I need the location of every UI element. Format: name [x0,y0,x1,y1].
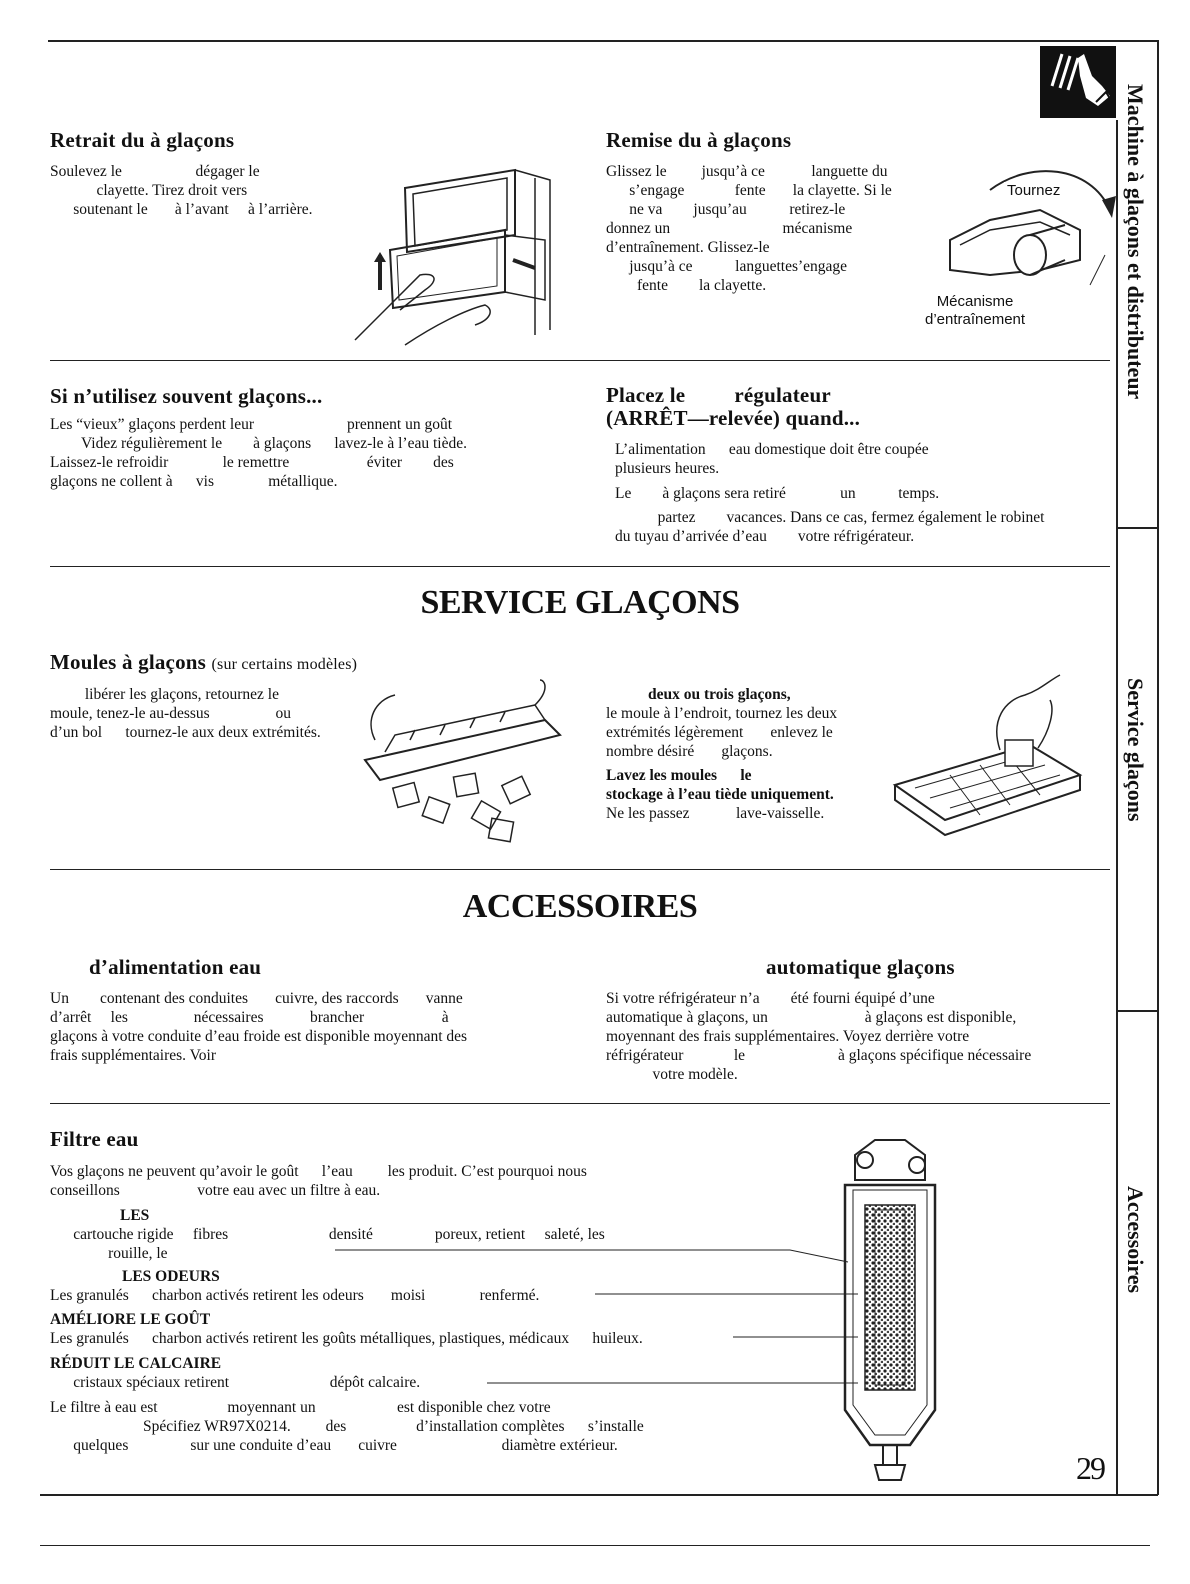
remise-heading: Remise du à glaçons [606,128,792,152]
service-title: SERVICE GLAÇONS [420,584,740,621]
placez-text-1: L’alimentation eau domestique doit être coupée plusieurs heures. [615,441,929,477]
retrait-text: Soulevez le dégager le clayette. Tirez droit vers soutenant le à l’avant à l’arrière. [50,163,313,218]
moules-right-text-1: le moule à l’endroit, tournez les deux extrémités légèrement enlevez le nombre désiré glaçons. [606,705,838,760]
side-tab-accessoires[interactable]: Accessoires [1123,1186,1148,1294]
side-tab-machine[interactable]: Machine à glaçons et distributeur [1123,84,1148,400]
moules-heading-text: Moules à glaçons [50,650,207,674]
accessoires-title: ACCESSOIRES [462,888,698,925]
automatique-heading: automatique glaçons [766,955,955,979]
placez-text-2: Le à glaçons sera retiré un temps. [615,485,940,502]
moules-right-bold-1: deux ou trois glaçons, [648,686,791,703]
placez-text-3: partez vacances. Dans ce cas, fermez également le robinet du tuyau d’arrivée d’eau votre réfrigérateur. [615,509,1045,545]
water-filter-illustration [835,1135,945,1490]
mecanisme-label: Mécanisme d’entraînement [925,293,1026,328]
alimentation-heading: d’alimentation eau [89,955,262,979]
filtre-intro: Vos glaçons ne peuvent qu’avoir le goût l’eau les produit. C’est pourquoi nous conseillons votre eau avec un filtre à eau. [50,1163,587,1199]
filtre-heading: Filtre eau [50,1127,139,1151]
tournez-label: Tournez [1004,182,1063,199]
side-tab-service[interactable]: Service glaçons [1123,678,1148,822]
filtre-odeurs-text: Les granulés charbon activés retirent les odeurs moisi renfermé. [50,1287,540,1304]
automatique-text: Si votre réfrigérateur n’a été fourni équipé d’une automatique à glaçons, un à glaçons est disponible, moyennant des frais supplémentaires. Voyez derrière votre réfrigérateur le à glaçons spécifique nécessaire votre modèle. [606,990,1032,1083]
alimentation-text: Un contenant des conduites cuivre, des raccords vanne d’arrêt les nécessaires brancher à glaçons à votre conduite d’eau froide est disponible moyennant des frais supplémentaires. Voir [50,990,468,1064]
si-utilisez-heading: Si n’utilisez souvent glaçons... [50,384,323,408]
moules-left-text: libérer les glaçons, retournez le moule, tenez-le au-dessus ou d’un bol tournez-le aux deux extrémités. [50,686,321,741]
remise-text: Glissez le jusqu’à ce languette du s’engage fente la clayette. Si le ne va jusqu’au retirez-le donnez un mécanisme d’entraînement. Glissez-le jusqu’à ce languettes’engage fente la clayette. [606,163,892,294]
filtre-final-text: Le filtre à eau est moyennant un est disponible chez votre Spécifiez WR97X0214. des d’installation complètes s’installe quelques sur une conduite d’eau cuivre diamètre extérieur. [50,1399,644,1454]
moules-right-bold-2: Lavez les moules le stockage à l’eau tiède uniquement. [606,767,834,803]
filtre-gout-label: AMÉLIORE LE GOÛT [50,1311,211,1328]
filtre-odeurs-label: LES ODEURS [122,1268,220,1285]
filtre-gout-text: Les granulés charbon activés retirent les goûts métalliques, plastiques, médicaux huileux. [50,1330,643,1347]
page-number: 29 [1076,1450,1104,1486]
moules-right-text-2: Ne les passez lave-vaisselle. [606,805,825,822]
filtre-les-text: cartouche rigide fibres densité poreux, retient saleté, les rouille, le [73,1226,605,1262]
placez-heading: Placez le régulateur (ARRÊT—relevée) quand... [606,383,861,430]
filtre-calcaire-label: RÉDUIT LE CALCAIRE [50,1355,222,1372]
moules-heading-note: (sur certains modèles) [211,656,358,673]
retrait-heading: Retrait du à glaçons [50,128,235,152]
filtre-les-label: LES [120,1207,150,1224]
si-utilisez-text: Les “vieux” glaçons perdent leur prennent un goût Videz régulièrement le à glaçons lavez-le à l’eau tiède. Laissez-le refroidir le remettre éviter des glaçons ne collent à vis métallique. [50,416,467,490]
filtre-calcaire-text: cristaux spéciaux retirent dépôt calcaire. [50,1374,421,1391]
